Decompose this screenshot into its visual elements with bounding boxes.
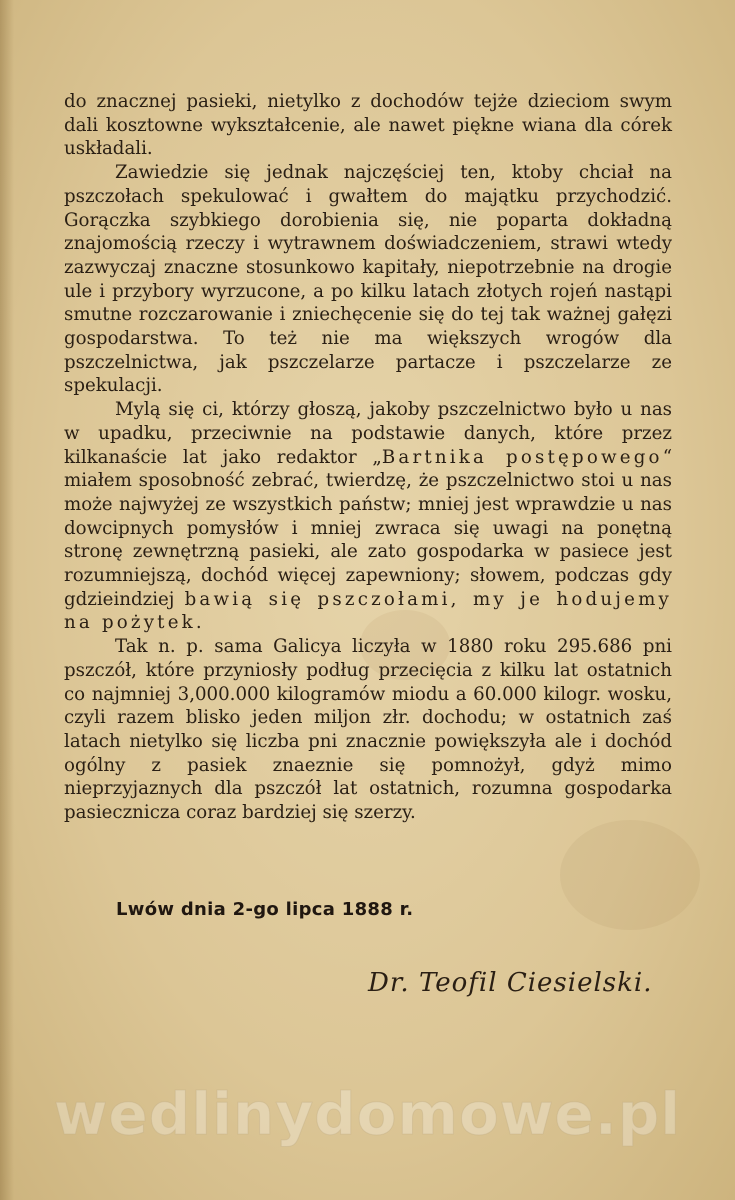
paragraph-text: Mylą się ci, którzy głoszą, jakoby pszczelnictwo było u nas w upadku, przeciwnie na podstawie danych, które przez kilkanaście lat jako redaktor „	[64, 399, 672, 468]
author-signature: Dr. Teofil Ciesielski.	[368, 968, 653, 998]
paragraph	[64, 90, 672, 161]
paragraph	[64, 635, 672, 825]
paper-stain	[560, 820, 700, 930]
body-text	[64, 90, 672, 825]
paragraph	[64, 161, 672, 398]
paragraph-text: “ miałem sposobność zebrać, twierdzę, że pszczelnictwo stoi u nas może najwyżej ze wszystkich państw; mniej jest wprawdzie u nas dowcipnych pomysłów i mniej zwraca się uwagi na ponętną stronę zewnętrzną pasieki, ale zato gospodarka w pasiece jest rozumniejszą, dochód więcej zapewniony; słowem, podczas gdy gdzieindziej	[64, 446, 673, 610]
place-and-date: Lwów dnia 2-go lipca 1888 r.	[116, 899, 414, 920]
paragraph	[64, 398, 672, 635]
paragraph-text: Zawiedzie się jednak najczęściej ten, ktoby chciał na pszczołach spekulować i gwałtem do majątku przychodzić. Gorączka szybkiego dorobienia się, nie poparta dokładną znajomością rzeczy i wytrawnem doświadczeniem, strawi wtedy zazwyczaj znaczne stosunkowo kapitały, niepotrzebnie na drogie ule i przybory wyrzucone, a po kilku latach złotych rojeń nastąpi smutne rozczarowanie i zniechęcenie się do tej tak ważnej gałęzi gospodarstwa. To też nie ma większych wrogów dla pszczelnictwa, jak pszczelarze partacze i pszczelarze ze spekulacji.	[64, 162, 672, 397]
emphasized-text: bawią się pszczołami, my je hodujemy na pożytek	[64, 588, 672, 634]
emphasized-text: Bartnika postępowego	[381, 446, 663, 468]
page-binding-shadow	[0, 0, 14, 1200]
paragraph-text: do znacznej pasieki, nietylko z dochodów tejże dzieciom swym dali kosztowne wykształcenie, ale nawet piękne wiana dla córek uskładali.	[64, 91, 672, 160]
paragraph-text: .	[195, 612, 202, 634]
watermark: wedlinydomowe.pl	[53, 1080, 682, 1148]
paragraph-text: Tak n. p. sama Galicya liczyła w 1880 roku 295.686 pni pszczół, które przyniosły podług przecięcia z kilku lat ostatnich co najmniej 3,000.000 kilogramów miodu a 60.000 kilogr. wosku, czyli razem blisko jeden miljon złr. dochodu; w ostatnich zaś latach nietylko się liczba pni znacznie powiększyła ale i dochód ogólny z pasiek znaeznie się pomnożył, gdyż mimo nieprzyjaznych dla pszczół lat ostatnich, rozumna gospodarka pasiecznicza coraz bardziej się szerzy.	[64, 636, 672, 824]
